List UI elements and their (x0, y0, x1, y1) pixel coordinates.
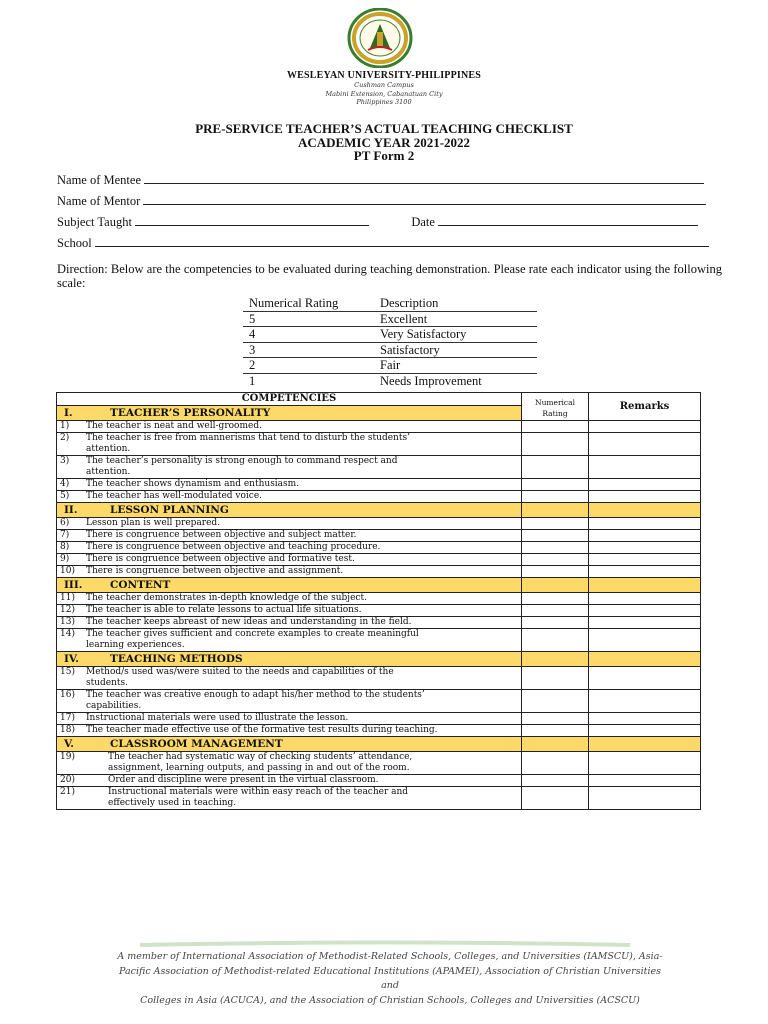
remarks-input-cell[interactable] (589, 566, 701, 578)
section-title (57, 737, 522, 752)
remarks-input-cell[interactable] (589, 725, 701, 737)
scale-rating: 2 (249, 358, 256, 372)
indicator-text-line-1: There is congruence between objective and subject matter. (86, 530, 357, 540)
table-row (57, 713, 701, 725)
indicator-number: 9) (60, 554, 70, 564)
scale-rating: 5 (249, 311, 256, 326)
indicator-text (86, 530, 357, 541)
indicator-cell (57, 542, 522, 554)
address-line-1: Mabini Extension, Cabanatuan City (325, 89, 443, 98)
address-line-2: Philippines 3100 (356, 98, 412, 106)
indicator-number: 15) (60, 667, 75, 677)
mentor-field (57, 193, 706, 209)
indicator-number: 7) (60, 530, 70, 540)
indicator-text-line-1: The teacher is neat and well-groomed. (86, 421, 262, 431)
form-title-line-2: ACADEMIC YEAR 2021-2022 (297, 134, 471, 150)
indicator-text (108, 752, 412, 774)
rating-input-cell[interactable] (522, 605, 589, 617)
section-header-row (57, 652, 701, 667)
indicator-text (86, 491, 262, 502)
form-title-line-1: PRE-SERVICE TEACHER’S ACTUAL TEACHING CHECKLIST (195, 121, 573, 136)
section-number: I. (64, 407, 73, 419)
indicator-text (86, 456, 397, 478)
form-title (0, 122, 768, 163)
section-label: TEACHING METHODS (110, 653, 243, 665)
indicator-text-line-2: attention. (86, 467, 131, 477)
mentor-label: Name of Mentor (57, 194, 141, 208)
rating-input-cell[interactable] (522, 491, 589, 503)
section-rating-cell (522, 578, 589, 593)
footer-line-2: Pacific Association of Methodist-related Educational Institutions (APAMEI), Association of Christian Universities and (119, 965, 661, 991)
section-title (57, 406, 522, 421)
section-rating-cell (522, 503, 589, 518)
scale-header-description: Description (380, 296, 439, 310)
rating-input-cell[interactable] (522, 530, 589, 542)
indicator-text-line-1: The teacher’s personality is strong enough to command respect and (86, 456, 398, 466)
footer-line-1: A member of International Association of Methodist-Related Schools, Colleges, and Universities (IAMSCU), Asia- (117, 951, 663, 962)
indicator-number: 12) (60, 605, 75, 615)
rating-input-cell[interactable] (522, 775, 589, 787)
indicator-text-line-1: The teacher made effective use of the formative test results during teaching. (86, 725, 438, 735)
competencies-table (56, 392, 701, 810)
form-title-line-3: PT Form 2 (353, 148, 415, 163)
indicator-number: 21) (60, 787, 75, 797)
indicator-cell (57, 605, 522, 617)
rating-input-cell[interactable] (522, 433, 589, 456)
indicator-text (86, 713, 348, 724)
rating-input-cell[interactable] (522, 554, 589, 566)
indicator-text (86, 617, 411, 628)
section-remarks-cell (589, 503, 701, 518)
indicator-text-line-1: There is congruence between objective and teaching procedure. (86, 542, 381, 552)
numerical-rating-header (522, 393, 589, 421)
scale-row (243, 343, 537, 359)
indicator-number: 11) (60, 593, 75, 603)
remarks-input-cell[interactable] (589, 530, 701, 542)
indicator-text-line-1: Method/s used was/were suited to the needs and capabilities of the (86, 667, 394, 677)
indicator-cell (57, 518, 522, 530)
university-seal-logo (344, 8, 416, 68)
indicator-cell (57, 629, 522, 652)
indicator-number: 10) (60, 566, 75, 576)
indicator-cell (57, 713, 522, 725)
rating-input-cell[interactable] (522, 542, 589, 554)
rating-scale (243, 296, 537, 388)
remarks-input-cell[interactable] (589, 629, 701, 652)
indicator-text (86, 542, 380, 553)
indicator-text-line-1: The teacher was creative enough to adapt his/her method to the students’ (86, 690, 425, 700)
school-blank[interactable] (95, 235, 709, 247)
indicator-text-line-2: assignment, learning outputs, and passing in and out of the room. (108, 763, 410, 773)
indicator-text-line-1: There is congruence between objective and assignment. (86, 566, 344, 576)
campus-name: Cushman Campus (354, 81, 414, 89)
table-row (57, 491, 701, 503)
rating-input-cell[interactable] (522, 617, 589, 629)
table-row (57, 456, 701, 479)
indicator-cell (57, 775, 522, 787)
section-header-row (57, 578, 701, 593)
indicator-number: 4) (60, 479, 70, 489)
scale-header-rating: Numerical Rating (249, 296, 339, 310)
school-field (57, 235, 709, 251)
section-title (57, 652, 522, 667)
remarks-header: Remarks (589, 393, 701, 421)
rating-input-cell[interactable] (522, 787, 589, 810)
indicator-cell (57, 787, 522, 810)
indicator-number: 3) (60, 456, 70, 466)
indicator-text-line-1: The teacher demonstrates in-depth knowledge of the subject. (86, 593, 367, 603)
rating-input-cell[interactable] (522, 713, 589, 725)
indicator-text (86, 725, 438, 736)
remarks-input-cell[interactable] (589, 617, 701, 629)
footer-line-3: Colleges in Asia (ACUCA), and the Association of Christian Schools, Colleges and Universities (ACSCU) (140, 994, 640, 1006)
indicator-number: 20) (60, 775, 75, 785)
indicator-text-line-2: attention. (86, 444, 131, 454)
remarks-input-cell[interactable] (589, 605, 701, 617)
remarks-input-cell[interactable] (589, 667, 701, 690)
indicator-cell (57, 456, 522, 479)
indicator-text (86, 554, 355, 565)
section-rating-cell (522, 652, 589, 667)
indicator-text-line-2: learning experiences. (86, 640, 185, 650)
table-row (57, 554, 701, 566)
indicator-cell (57, 554, 522, 566)
scale-row (243, 312, 537, 328)
mentor-blank[interactable] (143, 193, 706, 205)
remarks-input-cell[interactable] (589, 491, 701, 503)
indicator-number: 19) (60, 752, 75, 762)
scale-rating: 4 (249, 327, 256, 341)
remarks-input-cell[interactable] (589, 775, 701, 787)
university-name: WESLEYAN UNIVERSITY-PHILIPPINES (286, 70, 482, 81)
indicator-number: 17) (60, 713, 75, 723)
remarks-input-cell[interactable] (589, 456, 701, 479)
indicator-text (86, 667, 394, 689)
rating-input-cell[interactable] (522, 725, 589, 737)
indicator-text (86, 690, 425, 712)
school-label: School (57, 236, 92, 250)
date-label: Date (411, 215, 435, 229)
competencies-header: COMPETENCIES (57, 393, 522, 406)
remarks-input-cell[interactable] (589, 690, 701, 713)
remarks-input-cell[interactable] (589, 421, 701, 433)
indicator-number: 14) (60, 629, 75, 639)
scale-row (243, 327, 537, 343)
section-header-row (57, 737, 701, 752)
rating-input-cell[interactable] (522, 566, 589, 578)
table-header-row (57, 393, 701, 406)
indicator-text (86, 479, 299, 490)
indicator-text-line-2: effectively used in teaching. (108, 798, 237, 808)
indicator-text-line-1: The teacher has well-modulated voice. (86, 491, 263, 501)
rating-input-cell[interactable] (522, 456, 589, 479)
numerical-rating-header-line-1: Numerical (535, 397, 575, 407)
scale-description: Very Satisfactory (380, 327, 467, 341)
section-number: II. (64, 504, 78, 516)
rating-input-cell[interactable] (522, 421, 589, 433)
indicator-text-line-1: Instructional materials were used to illustrate the lesson. (86, 713, 349, 723)
rating-input-cell[interactable] (522, 593, 589, 605)
indicator-cell (57, 593, 522, 605)
section-title (57, 503, 522, 518)
table-row (57, 690, 701, 713)
table-row (57, 593, 701, 605)
mentee-field (57, 172, 704, 188)
remarks-input-cell[interactable] (589, 593, 701, 605)
scale-rating: 3 (249, 342, 256, 357)
indicator-text-line-1: Instructional materials were within easy reach of the teacher and (108, 787, 409, 797)
indicator-text (86, 593, 367, 604)
indicator-number: 1) (60, 421, 70, 431)
remarks-input-cell[interactable] (589, 518, 701, 530)
table-row (57, 725, 701, 737)
table-row (57, 667, 701, 690)
table-row (57, 605, 701, 617)
indicator-text-line-1: The teacher is free from mannerisms that tend to disturb the students’ (86, 433, 410, 443)
indicator-cell (57, 617, 522, 629)
rating-input-cell[interactable] (522, 518, 589, 530)
section-label: CLASSROOM MANAGEMENT (110, 738, 283, 750)
scale-description: Satisfactory (380, 342, 440, 357)
indicator-number: 5) (60, 491, 70, 501)
indicator-cell (57, 752, 522, 775)
indicator-cell (57, 433, 522, 456)
table-row (57, 566, 701, 578)
scale-description: Needs Improvement (380, 373, 482, 388)
footer-membership-text (110, 950, 670, 1008)
mentee-blank[interactable] (144, 172, 704, 184)
indicator-number: 6) (60, 518, 70, 528)
section-rating-cell (522, 737, 589, 752)
indicator-cell (57, 690, 522, 713)
subject-field (57, 214, 698, 230)
indicator-number: 8) (60, 542, 70, 552)
remarks-input-cell[interactable] (589, 554, 701, 566)
table-row (57, 479, 701, 491)
subject-blank[interactable] (135, 214, 369, 226)
indicator-text (86, 605, 361, 616)
indicator-text-line-1: Order and discipline were present in the virtual classroom. (108, 775, 379, 785)
indicator-number: 13) (60, 617, 75, 627)
indicator-text-line-1: The teacher shows dynamism and enthusiasm. (86, 479, 300, 489)
indicator-text-line-1: The teacher gives sufficient and concrete examples to create meaningful (86, 629, 419, 639)
direction-text: Direction: Below are the competencies to be evaluated during teaching demonstration. Please rate each indicator using the following scale: (57, 262, 722, 290)
indicator-number: 2) (60, 433, 70, 443)
table-row (57, 518, 701, 530)
scale-row (243, 358, 537, 374)
indicator-text-line-1: There is congruence between objective and formative test. (86, 554, 355, 564)
footer-decorative-rule (140, 940, 630, 948)
scale-row (243, 374, 537, 389)
rating-input-cell[interactable] (522, 667, 589, 690)
section-title (57, 578, 522, 593)
indicator-cell (57, 491, 522, 503)
indicator-number: 16) (60, 690, 75, 700)
indicator-text (86, 566, 343, 577)
date-blank[interactable] (438, 214, 698, 226)
indicator-text (86, 629, 419, 651)
table-row (57, 617, 701, 629)
indicator-text (86, 518, 220, 529)
indicator-text-line-1: The teacher keeps abreast of new ideas and understanding in the field. (86, 617, 412, 627)
indicator-cell (57, 667, 522, 690)
indicator-text-line-2: students. (86, 678, 129, 688)
rating-input-cell[interactable] (522, 479, 589, 491)
indicator-text (108, 775, 379, 786)
table-row (57, 629, 701, 652)
remarks-input-cell[interactable] (589, 542, 701, 554)
table-row (57, 421, 701, 433)
university-header (0, 70, 768, 107)
indicator-cell (57, 530, 522, 542)
section-number: IV. (64, 653, 79, 665)
indicator-cell (57, 566, 522, 578)
indicator-number: 18) (60, 725, 75, 735)
mentee-label: Name of Mentee (57, 173, 141, 187)
indicator-cell (57, 421, 522, 433)
indicator-cell (57, 725, 522, 737)
section-label: LESSON PLANNING (110, 504, 229, 516)
section-remarks-cell (589, 652, 701, 667)
remarks-input-cell[interactable] (589, 713, 701, 725)
indicator-text (108, 787, 408, 809)
indicator-cell (57, 479, 522, 491)
section-number: V. (64, 738, 74, 750)
section-label: CONTENT (110, 579, 171, 591)
numerical-rating-header-line-2: Rating (542, 408, 568, 418)
section-number: III. (64, 579, 83, 591)
section-remarks-cell (589, 737, 701, 752)
table-row (57, 530, 701, 542)
subject-label: Subject Taught (57, 215, 132, 229)
remarks-input-cell[interactable] (589, 787, 701, 810)
table-row (57, 752, 701, 775)
indicator-text-line-2: capabilities. (86, 701, 142, 711)
indicator-text-line-1: The teacher is able to relate lessons to actual life situations. (86, 605, 362, 615)
section-remarks-cell (589, 578, 701, 593)
remarks-input-cell[interactable] (589, 479, 701, 491)
table-row (57, 787, 701, 810)
table-row (57, 433, 701, 456)
table-row (57, 542, 701, 554)
indicator-text-line-1: Lesson plan is well prepared. (86, 518, 221, 528)
section-label: TEACHER’S PERSONALITY (110, 407, 271, 419)
scale-description: Fair (380, 358, 401, 372)
table-row (57, 775, 701, 787)
rating-input-cell[interactable] (522, 629, 589, 652)
scale-description: Excellent (380, 311, 428, 326)
scale-rating: 1 (249, 373, 256, 388)
remarks-input-cell[interactable] (589, 752, 701, 775)
indicator-text (86, 433, 410, 455)
indicator-text-line-1: The teacher had systematic way of checking students’ attendance, (108, 752, 413, 762)
rating-input-cell[interactable] (522, 690, 589, 713)
scale-header-row (243, 296, 537, 312)
remarks-input-cell[interactable] (589, 433, 701, 456)
section-header-row (57, 503, 701, 518)
rating-input-cell[interactable] (522, 752, 589, 775)
indicator-text (86, 421, 262, 432)
